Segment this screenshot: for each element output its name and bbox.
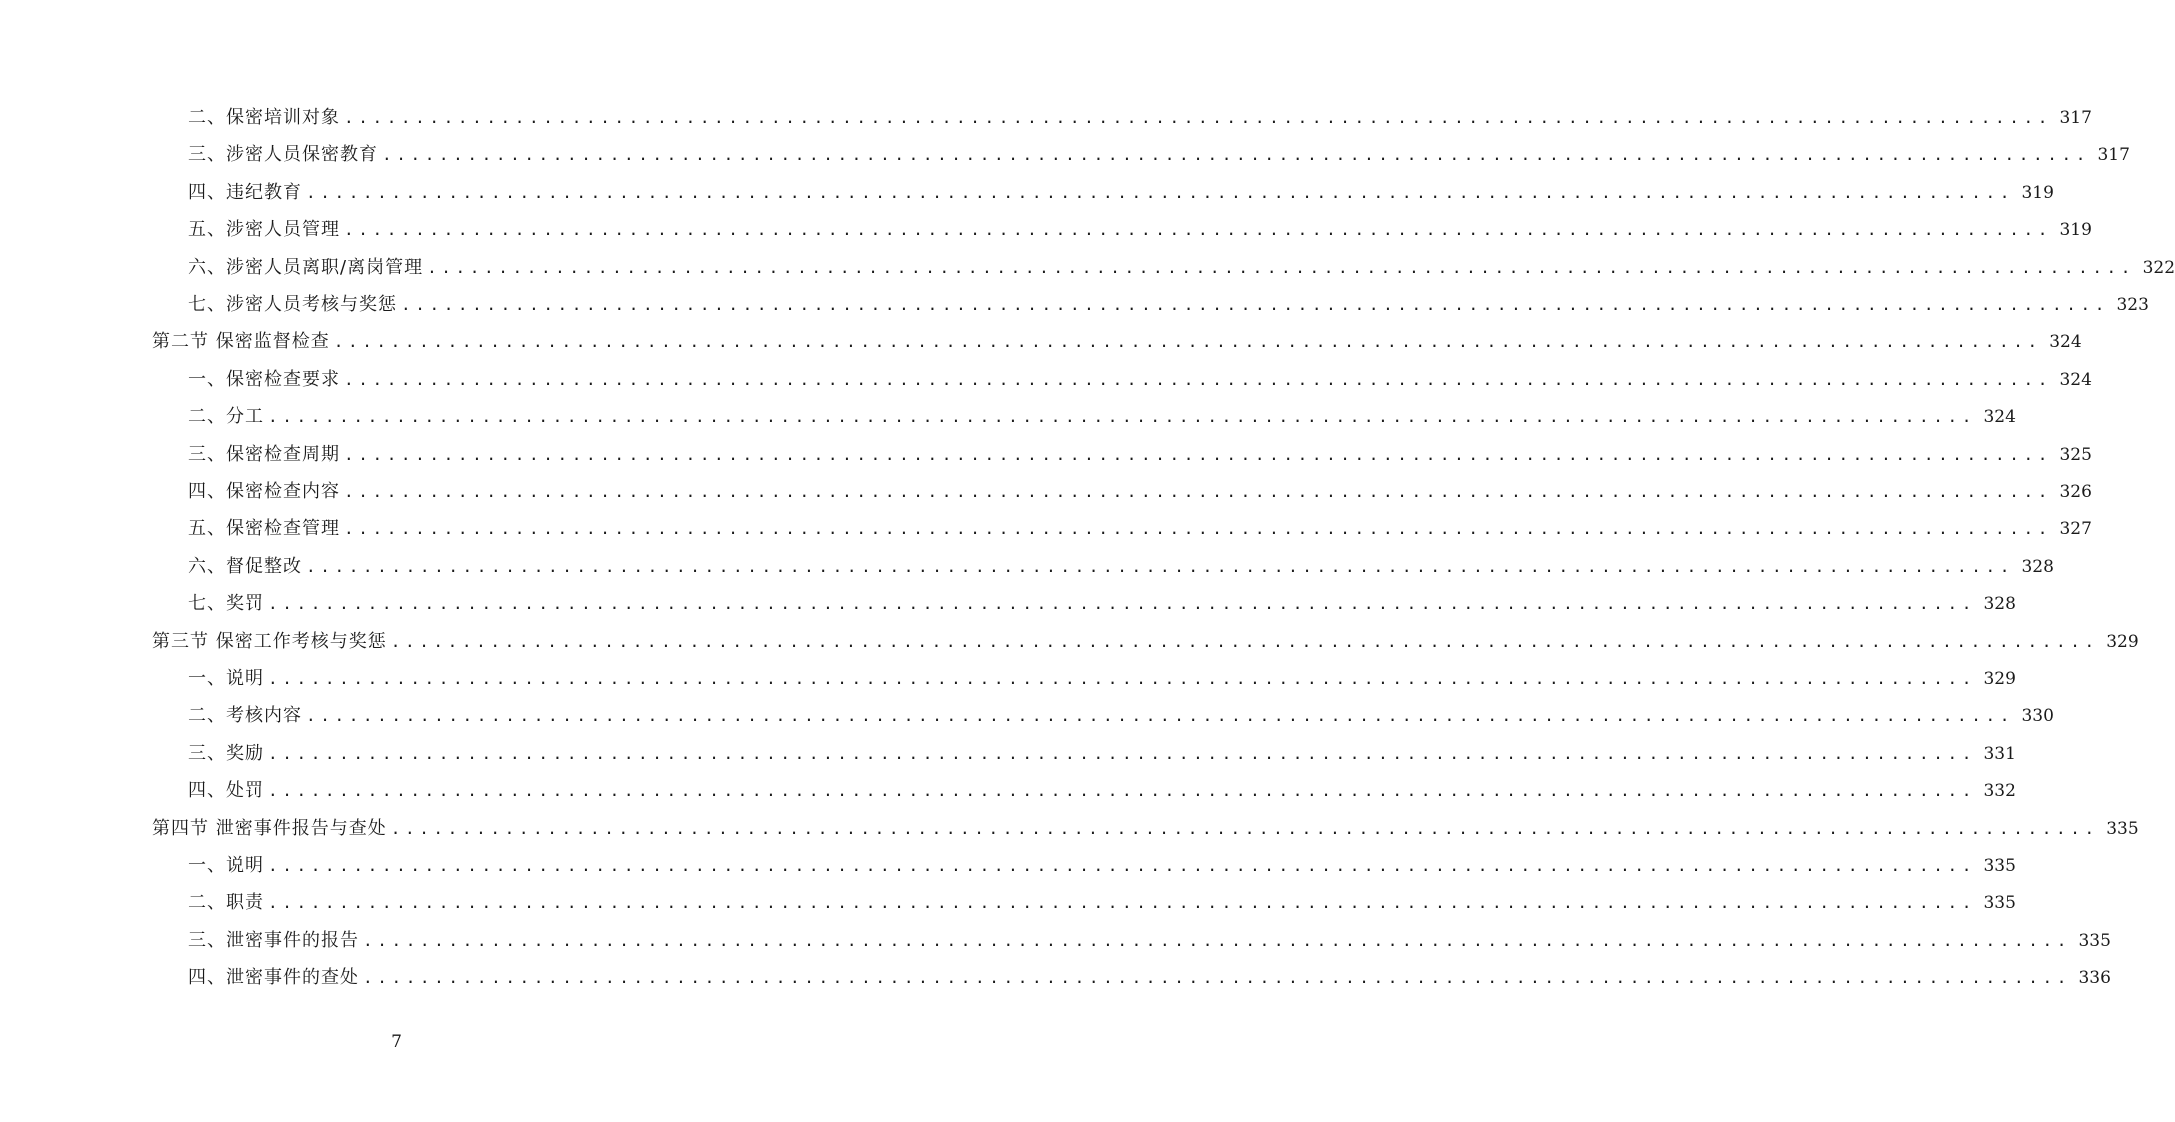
toc-entry-title: 二、考核内容	[188, 705, 302, 727]
toc-entry[interactable]	[188, 925, 2111, 957]
toc-entry[interactable]	[188, 476, 2092, 508]
toc-dot-leader: ........................................................................................................................	[344, 519, 2052, 539]
toc-dot-leader: ........................................................................................................................	[390, 631, 2099, 651]
toc-entry[interactable]	[188, 663, 2016, 695]
toc-entry[interactable]	[188, 513, 2092, 545]
toc-dot-leader: ........................................................................................................................	[268, 781, 1976, 801]
toc-entry-title: 第三节 保密工作考核与奖惩	[152, 630, 387, 652]
toc-entry-page: 335	[2078, 930, 2111, 951]
toc-dot-leader: ........................................................................................................................	[344, 220, 2052, 240]
toc-entry[interactable]	[188, 364, 2092, 396]
toc-entry-title: 第四节 泄密事件报告与查处	[152, 817, 387, 839]
toc-entry[interactable]	[188, 887, 2016, 919]
toc-entry-title: 二、保密培训对象	[188, 107, 340, 128]
toc-entry-title: 四、处罚	[188, 780, 264, 802]
toc-entry-title: 六、涉密人员离职/离岗管理	[188, 256, 424, 278]
toc-entry-title: 四、违纪教育	[188, 181, 302, 203]
toc-entry-title: 七、涉密人员考核与奖惩	[188, 294, 397, 315]
toc-entry-page: 319	[2021, 182, 2054, 203]
toc-dot-leader: ........................................................................................................................	[306, 182, 2014, 202]
toc-entry-page: 331	[1983, 743, 2016, 764]
toc-entry-page: 325	[2059, 444, 2092, 465]
toc-entry-page: 317	[2059, 108, 2092, 128]
toc-entry-page: 322	[2142, 257, 2175, 278]
toc-section-entry[interactable]	[152, 813, 2139, 845]
toc-entry-page: 336	[2078, 968, 2111, 989]
toc-dot-leader: ........................................................................................................................	[306, 706, 2014, 726]
toc-entry-page: 335	[2106, 818, 2139, 839]
toc-entry-page: 317	[2097, 145, 2130, 166]
toc-entry-title: 三、奖励	[188, 742, 264, 764]
toc-dot-leader: ........................................................................................................................	[268, 669, 1976, 688]
toc-entry-title: 三、涉密人员保密教育	[188, 144, 378, 166]
toc-entry-page: 319	[2059, 220, 2092, 241]
toc-dot-leader: ........................................................................................................................	[344, 444, 2052, 464]
toc-entry-page: 335	[1983, 893, 2016, 914]
toc-dot-leader: ........................................................................................................................	[344, 482, 2052, 501]
toc-entry[interactable]	[188, 775, 2016, 807]
toc-entry[interactable]	[188, 401, 2016, 433]
toc-dot-leader: ........................................................................................................................	[382, 145, 2090, 165]
toc-entry-page: 328	[2021, 556, 2054, 577]
toc-entry[interactable]	[188, 289, 2149, 321]
toc-entry-title: 四、保密检查内容	[188, 481, 340, 502]
toc-entry-page: 329	[1983, 669, 2016, 689]
toc-entry[interactable]	[188, 850, 2016, 882]
toc-dot-leader: ........................................................................................................................	[401, 295, 2109, 314]
toc-entry-page: 330	[2021, 706, 2054, 727]
toc-dot-leader: ........................................................................................................................	[268, 407, 1976, 427]
toc-entry[interactable]	[188, 102, 2092, 134]
toc-entry[interactable]	[188, 214, 2092, 246]
toc-entry-title: 二、职责	[188, 892, 264, 914]
toc-entry-title: 五、保密检查管理	[188, 518, 340, 540]
toc-entry[interactable]	[188, 588, 2016, 620]
toc-entry-title: 二、分工	[188, 406, 264, 428]
toc-dot-leader: ........................................................................................................................	[268, 743, 1976, 763]
toc-entry-page: 323	[2116, 295, 2149, 315]
toc-entry-page: 324	[2049, 332, 2082, 353]
toc-dot-leader: ........................................................................................................................	[344, 369, 2052, 389]
toc-entry-title: 五、涉密人员管理	[188, 219, 340, 241]
toc-dot-leader: ........................................................................................................................	[268, 856, 1976, 875]
toc-dot-leader: ........................................................................................................................	[306, 556, 2014, 576]
toc-entry-title: 六、督促整改	[188, 555, 302, 577]
toc-dot-leader: ........................................................................................................................	[390, 818, 2099, 838]
toc-entry-title: 第二节 保密监督检查	[152, 331, 330, 353]
toc-entry-page: 332	[1983, 781, 2016, 802]
toc-entry[interactable]	[188, 177, 2054, 209]
toc-dot-leader: ........................................................................................................................	[333, 332, 2042, 352]
toc-dot-leader: ........................................................................................................................	[363, 968, 2071, 988]
toc-entry-page: 326	[2059, 482, 2092, 502]
toc-dot-leader: ........................................................................................................................	[268, 594, 1976, 614]
toc-entry[interactable]	[188, 439, 2092, 471]
toc-entry-title: 一、说明	[188, 855, 264, 876]
toc-entry-page: 324	[2059, 369, 2092, 390]
toc-entry[interactable]	[188, 139, 2130, 171]
toc-entry-title: 七、奖罚	[188, 593, 264, 615]
toc-entry-page: 329	[2106, 631, 2139, 652]
toc-dot-leader: ........................................................................................................................	[344, 108, 2052, 127]
toc-dot-leader: ........................................................................................................................	[268, 893, 1976, 913]
toc-entry[interactable]	[188, 252, 2175, 284]
toc-entry[interactable]	[188, 962, 2111, 994]
toc-entry-title: 三、泄密事件的报告	[188, 929, 359, 951]
toc-entry-page: 324	[1983, 407, 2016, 428]
toc-entry[interactable]	[188, 738, 2016, 770]
toc-entry[interactable]	[188, 551, 2054, 583]
toc-entry-page: 335	[1983, 856, 2016, 876]
toc-entry-page: 328	[1983, 594, 2016, 615]
toc-entry-title: 一、保密检查要求	[188, 368, 340, 390]
toc-entry-title: 三、保密检查周期	[188, 443, 340, 465]
toc-section-entry[interactable]	[152, 326, 2082, 358]
toc-dot-leader: ........................................................................................................................	[363, 930, 2071, 950]
toc-entry[interactable]	[188, 700, 2054, 732]
toc-dot-leader: ........................................................................................................................	[427, 257, 2136, 277]
toc-entry-page: 327	[2059, 519, 2092, 540]
toc-entry-title: 四、泄密事件的查处	[188, 967, 359, 989]
toc-section-entry[interactable]	[152, 626, 2139, 658]
page-number: 7	[391, 1032, 402, 1052]
toc-entry-title: 一、说明	[188, 668, 264, 689]
